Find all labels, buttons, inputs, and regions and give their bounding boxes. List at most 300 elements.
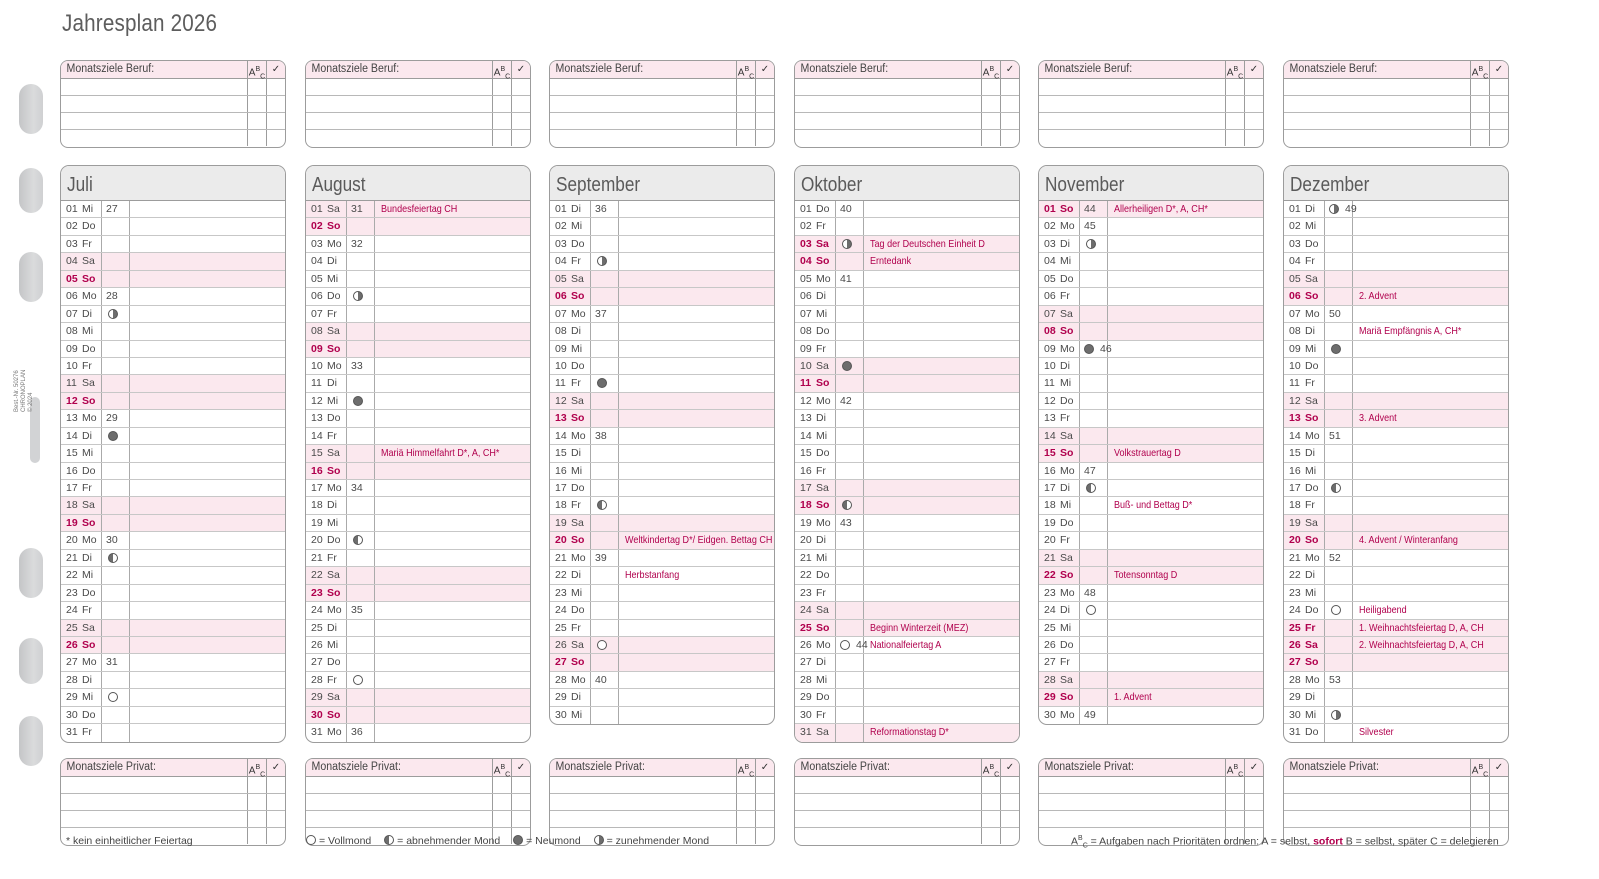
day-row[interactable] (306, 620, 530, 637)
day-row[interactable] (1039, 567, 1263, 584)
day-row[interactable] (1039, 358, 1263, 375)
day-number: 15 (800, 447, 812, 460)
day-event (374, 515, 530, 531)
day-row[interactable] (61, 567, 285, 584)
day-row[interactable] (550, 585, 774, 602)
goal-entry-row[interactable] (1284, 96, 1508, 113)
day-row[interactable] (1039, 707, 1263, 724)
day-row[interactable] (795, 323, 1019, 340)
day-row[interactable] (550, 218, 774, 235)
day-event (863, 428, 1019, 444)
day-event (374, 341, 530, 357)
day-number: 03 (800, 237, 812, 250)
goal-entry-row[interactable] (61, 777, 285, 794)
day-row[interactable] (795, 515, 1019, 532)
day-row[interactable] (306, 288, 530, 305)
day-row[interactable] (550, 236, 774, 253)
goal-entry-row[interactable] (306, 811, 530, 828)
day-row[interactable] (550, 463, 774, 480)
day-row[interactable] (306, 218, 530, 235)
day-row[interactable] (795, 306, 1019, 323)
day-row[interactable] (61, 201, 285, 218)
day-number: 15 (1044, 447, 1056, 460)
day-row[interactable] (1284, 707, 1508, 724)
day-row[interactable] (306, 341, 530, 358)
day-row[interactable] (550, 620, 774, 637)
goal-entry-row[interactable] (61, 96, 285, 113)
day-row[interactable] (1284, 253, 1508, 270)
day-row[interactable] (61, 515, 285, 532)
day-row[interactable] (61, 532, 285, 549)
day-row[interactable] (1284, 480, 1508, 497)
weekday: So (816, 255, 830, 268)
day-row[interactable] (306, 306, 530, 323)
day-row[interactable] (795, 271, 1019, 288)
day-row[interactable] (306, 724, 530, 741)
goal-entry-row[interactable] (795, 130, 1019, 146)
day-row[interactable] (795, 410, 1019, 427)
goal-entry-row[interactable] (61, 130, 285, 146)
day-row[interactable] (795, 672, 1019, 689)
week-number (1324, 253, 1352, 269)
goal-entry-row[interactable] (61, 79, 285, 96)
month-calendar (305, 165, 531, 743)
day-row[interactable] (1039, 323, 1263, 340)
goal-entry-row[interactable] (795, 777, 1019, 794)
goal-entry-row[interactable] (550, 794, 774, 811)
day-event (618, 358, 774, 374)
day-row[interactable] (550, 393, 774, 410)
day-row[interactable] (61, 463, 285, 480)
weekday: Mo (327, 237, 342, 250)
day-row[interactable] (795, 358, 1019, 375)
day-row[interactable] (1284, 463, 1508, 480)
day-row[interactable] (61, 218, 285, 235)
day-number: 25 (1044, 621, 1056, 634)
day-row[interactable] (795, 637, 1019, 654)
day-row[interactable] (550, 480, 774, 497)
goal-entry-row[interactable] (550, 96, 774, 113)
day-row[interactable] (1284, 218, 1508, 235)
day-event (618, 236, 774, 252)
order-number: Best.-Nr. 50276 CHRONOPLAN © 2024 (14, 369, 34, 412)
weekday: Mi (1305, 464, 1317, 477)
goal-entry-row[interactable] (1039, 79, 1263, 96)
day-row[interactable] (61, 375, 285, 392)
week-number (346, 672, 374, 688)
day-row[interactable] (550, 654, 774, 671)
day-row[interactable] (1284, 288, 1508, 305)
priority-column-header: $A^B_C$ (247, 61, 266, 78)
day-row[interactable] (306, 253, 530, 270)
day-number: 13 (66, 412, 78, 425)
day-row[interactable] (306, 445, 530, 462)
day-row[interactable] (306, 707, 530, 724)
day-row[interactable] (61, 689, 285, 706)
day-row[interactable] (795, 585, 1019, 602)
day-row[interactable] (1284, 341, 1508, 358)
day-event (863, 218, 1019, 234)
day-row[interactable] (550, 445, 774, 462)
day-row[interactable] (306, 463, 530, 480)
day-row[interactable] (306, 428, 530, 445)
goal-entry-row[interactable] (550, 777, 774, 794)
day-row[interactable] (1284, 445, 1508, 462)
goal-entry-row[interactable] (1284, 777, 1508, 794)
day-row[interactable] (1039, 393, 1263, 410)
weekday: Di (571, 569, 581, 582)
day-row[interactable] (61, 236, 285, 253)
day-row[interactable] (1284, 567, 1508, 584)
day-row[interactable] (61, 550, 285, 567)
day-row[interactable] (1284, 410, 1508, 427)
goal-entry-row[interactable] (306, 777, 530, 794)
weekday: Mi (1060, 255, 1072, 268)
day-event (863, 288, 1019, 304)
goal-entry-row[interactable] (1039, 96, 1263, 113)
weekday: Di (816, 534, 826, 547)
goal-entry-row[interactable] (1284, 130, 1508, 146)
weekday: Fr (82, 237, 92, 250)
goal-entry-row[interactable] (306, 794, 530, 811)
day-row[interactable] (61, 271, 285, 288)
day-row[interactable] (306, 497, 530, 514)
day-row[interactable] (1039, 497, 1263, 514)
day-event (1107, 306, 1263, 322)
day-row[interactable] (306, 637, 530, 654)
day-number: 03 (555, 237, 567, 250)
day-row[interactable] (61, 620, 285, 637)
goal-entry-row[interactable] (61, 113, 285, 130)
day-row[interactable] (306, 375, 530, 392)
day-row[interactable] (306, 480, 530, 497)
goal-entry-row[interactable] (61, 811, 285, 828)
day-number: 28 (311, 673, 323, 686)
day-row[interactable] (1284, 550, 1508, 567)
day-row[interactable] (550, 323, 774, 340)
goal-entry-row[interactable] (1039, 777, 1263, 794)
day-row[interactable] (795, 602, 1019, 619)
day-row[interactable] (61, 306, 285, 323)
day-row[interactable] (550, 253, 774, 270)
day-row[interactable] (795, 288, 1019, 305)
day-row[interactable] (795, 620, 1019, 637)
moon-dec-icon (353, 535, 363, 545)
month-title: August (306, 166, 530, 201)
day-row[interactable] (1039, 463, 1263, 480)
day-row[interactable] (1284, 602, 1508, 619)
day-row[interactable] (795, 689, 1019, 706)
day-event: 1. Advent (1107, 689, 1263, 705)
day-row[interactable] (550, 672, 774, 689)
goal-entry-row[interactable] (306, 79, 530, 96)
goal-entry-row[interactable] (1039, 113, 1263, 130)
goal-entry-row[interactable] (61, 794, 285, 811)
day-row[interactable] (795, 480, 1019, 497)
day-row[interactable] (1039, 654, 1263, 671)
day-row[interactable] (550, 306, 774, 323)
moon-inc-icon (597, 256, 607, 266)
day-row[interactable] (61, 724, 285, 741)
goal-entry-row[interactable] (1039, 130, 1263, 146)
page-title: Jahresplan 2026 (62, 10, 218, 37)
weekday: So (571, 412, 585, 425)
week-number: 36 (346, 724, 374, 741)
day-row[interactable] (306, 689, 530, 706)
day-row[interactable] (306, 532, 530, 549)
goal-entry-row[interactable] (306, 130, 530, 146)
day-row[interactable] (795, 463, 1019, 480)
day-event (1107, 323, 1263, 339)
day-row[interactable] (1039, 480, 1263, 497)
day-row[interactable] (550, 341, 774, 358)
day-row[interactable] (1284, 689, 1508, 706)
week-number (1079, 428, 1107, 444)
day-row[interactable] (550, 637, 774, 654)
day-row[interactable] (795, 567, 1019, 584)
day-row[interactable] (1039, 218, 1263, 235)
day-row[interactable] (1039, 550, 1263, 567)
day-row[interactable] (1284, 532, 1508, 549)
day-row[interactable] (1284, 428, 1508, 445)
day-row[interactable] (550, 288, 774, 305)
day-row[interactable] (306, 567, 530, 584)
day-row[interactable] (61, 428, 285, 445)
week-number (1324, 602, 1352, 618)
goals-work-box (1038, 60, 1264, 148)
day-row[interactable] (1039, 515, 1263, 532)
day-row[interactable] (550, 532, 774, 549)
day-row[interactable] (61, 445, 285, 462)
day-number: 27 (1289, 656, 1301, 669)
day-row[interactable] (795, 341, 1019, 358)
day-event (863, 707, 1019, 723)
day-row[interactable] (1039, 602, 1263, 619)
week-number (1324, 236, 1352, 252)
week-number (101, 236, 129, 252)
goal-entry-row[interactable] (306, 96, 530, 113)
day-row[interactable] (306, 602, 530, 619)
day-number: 07 (66, 307, 78, 320)
checkmark-icon: ✓ (1000, 759, 1019, 776)
day-row[interactable] (1039, 445, 1263, 462)
day-number: 08 (1289, 325, 1301, 338)
goal-entry-row[interactable] (1039, 811, 1263, 828)
weekday: Do (1060, 638, 1074, 651)
goal-entry-row[interactable] (1284, 79, 1508, 96)
day-event (863, 445, 1019, 461)
day-row[interactable] (1039, 672, 1263, 689)
day-row[interactable] (550, 515, 774, 532)
goal-entry-row[interactable] (1039, 794, 1263, 811)
day-row[interactable] (1284, 323, 1508, 340)
day-row[interactable] (1284, 515, 1508, 532)
day-row[interactable] (61, 358, 285, 375)
goal-entry-row[interactable] (795, 79, 1019, 96)
week-number (590, 236, 618, 252)
day-row[interactable] (306, 323, 530, 340)
goal-entry-row[interactable] (550, 79, 774, 96)
day-row[interactable] (61, 288, 285, 305)
day-row[interactable] (550, 689, 774, 706)
day-row[interactable] (550, 271, 774, 288)
day-row[interactable] (1039, 341, 1263, 358)
day-row[interactable] (1284, 637, 1508, 654)
day-event: Reformationstag D* (863, 724, 1019, 741)
goal-entry-row[interactable] (795, 794, 1019, 811)
day-row[interactable] (1284, 497, 1508, 514)
goal-entry-row[interactable] (306, 113, 530, 130)
day-row[interactable] (1039, 532, 1263, 549)
week-number (1324, 532, 1352, 548)
day-row[interactable] (306, 672, 530, 689)
day-row[interactable] (61, 341, 285, 358)
day-row[interactable] (1039, 689, 1263, 706)
day-row[interactable] (61, 637, 285, 654)
day-row[interactable] (1039, 637, 1263, 654)
day-row[interactable] (61, 253, 285, 270)
day-row[interactable] (795, 724, 1019, 741)
day-row[interactable] (795, 654, 1019, 671)
week-number (346, 637, 374, 653)
day-number: 10 (555, 359, 567, 372)
day-row[interactable] (550, 602, 774, 619)
day-row[interactable] (61, 707, 285, 724)
day-row[interactable] (306, 271, 530, 288)
day-number: 30 (800, 708, 812, 721)
week-number (590, 218, 618, 234)
day-row[interactable] (1039, 271, 1263, 288)
day-row[interactable] (550, 358, 774, 375)
weekday: Mi (1305, 220, 1317, 233)
day-row[interactable] (61, 497, 285, 514)
goal-entry-row[interactable] (1284, 794, 1508, 811)
goal-entry-row[interactable] (795, 811, 1019, 828)
day-row[interactable] (306, 654, 530, 671)
moon-full-icon (353, 675, 363, 685)
day-row[interactable] (61, 410, 285, 427)
day-row[interactable] (1284, 620, 1508, 637)
goal-entry-row[interactable] (795, 96, 1019, 113)
day-row[interactable] (1039, 253, 1263, 270)
day-row[interactable] (1284, 672, 1508, 689)
day-row[interactable] (1284, 236, 1508, 253)
day-row[interactable] (1284, 358, 1508, 375)
day-row[interactable] (1284, 375, 1508, 392)
day-row[interactable] (1284, 724, 1508, 741)
day-row[interactable] (795, 236, 1019, 253)
moon-full-icon (597, 640, 607, 650)
day-number: 24 (1289, 604, 1301, 617)
day-row[interactable] (1039, 236, 1263, 253)
day-row[interactable] (61, 323, 285, 340)
day-row[interactable] (61, 393, 285, 410)
day-row[interactable] (306, 410, 530, 427)
day-row[interactable] (795, 375, 1019, 392)
week-number (346, 428, 374, 444)
day-row[interactable] (1039, 428, 1263, 445)
day-event (863, 585, 1019, 601)
day-number: 03 (311, 237, 323, 250)
day-row[interactable] (795, 707, 1019, 724)
weekday: Mi (327, 516, 339, 529)
goal-entry-row[interactable] (550, 811, 774, 828)
weekday: Do (1305, 359, 1319, 372)
day-row[interactable] (1284, 271, 1508, 288)
day-row[interactable] (306, 550, 530, 567)
weekday: So (816, 499, 830, 512)
goal-entry-row[interactable] (795, 113, 1019, 130)
goal-entry-row[interactable] (1284, 811, 1508, 828)
day-row[interactable] (550, 428, 774, 445)
day-row[interactable] (550, 707, 774, 724)
day-row[interactable] (795, 393, 1019, 410)
day-event (863, 602, 1019, 618)
day-row[interactable] (61, 585, 285, 602)
goal-entry-row[interactable] (795, 828, 1019, 844)
day-row[interactable] (306, 393, 530, 410)
day-number: 27 (66, 656, 78, 669)
day-row[interactable] (1039, 288, 1263, 305)
day-row[interactable] (550, 567, 774, 584)
day-row[interactable] (306, 585, 530, 602)
day-row[interactable] (1039, 375, 1263, 392)
day-row[interactable] (61, 654, 285, 671)
day-row[interactable] (306, 236, 530, 253)
day-row[interactable] (1039, 585, 1263, 602)
goal-entry-row[interactable] (550, 130, 774, 146)
weekday: Do (82, 220, 96, 233)
day-row[interactable] (795, 218, 1019, 235)
day-row[interactable] (550, 375, 774, 392)
day-row[interactable] (550, 410, 774, 427)
goal-entry-row[interactable] (550, 113, 774, 130)
day-row[interactable] (550, 550, 774, 567)
weekday: Fr (1305, 621, 1316, 634)
day-row[interactable] (795, 497, 1019, 514)
weekday: Di (327, 499, 337, 512)
day-row[interactable] (1039, 410, 1263, 427)
day-number: 28 (66, 673, 78, 686)
weekday: Do (816, 691, 830, 704)
day-row[interactable] (795, 428, 1019, 445)
weekday: Mo (571, 429, 586, 442)
day-row[interactable] (1284, 585, 1508, 602)
day-number: 03 (1289, 237, 1301, 250)
day-row[interactable] (1039, 306, 1263, 323)
day-row[interactable] (61, 672, 285, 689)
day-row[interactable] (1284, 306, 1508, 323)
week-number (590, 375, 618, 391)
day-event (863, 306, 1019, 322)
day-row[interactable] (795, 445, 1019, 462)
day-event (1352, 463, 1508, 479)
day-row[interactable] (1284, 393, 1508, 410)
day-row[interactable] (795, 253, 1019, 270)
day-row[interactable] (550, 497, 774, 514)
day-row[interactable] (306, 358, 530, 375)
day-row[interactable] (306, 515, 530, 532)
day-row[interactable] (795, 550, 1019, 567)
day-row[interactable] (61, 480, 285, 497)
day-row[interactable] (61, 602, 285, 619)
day-row[interactable] (795, 532, 1019, 549)
weekday: Do (1305, 604, 1319, 617)
day-row[interactable] (1039, 620, 1263, 637)
day-row[interactable] (1284, 654, 1508, 671)
weekday: So (571, 290, 585, 303)
goal-entry-row[interactable] (1284, 113, 1508, 130)
